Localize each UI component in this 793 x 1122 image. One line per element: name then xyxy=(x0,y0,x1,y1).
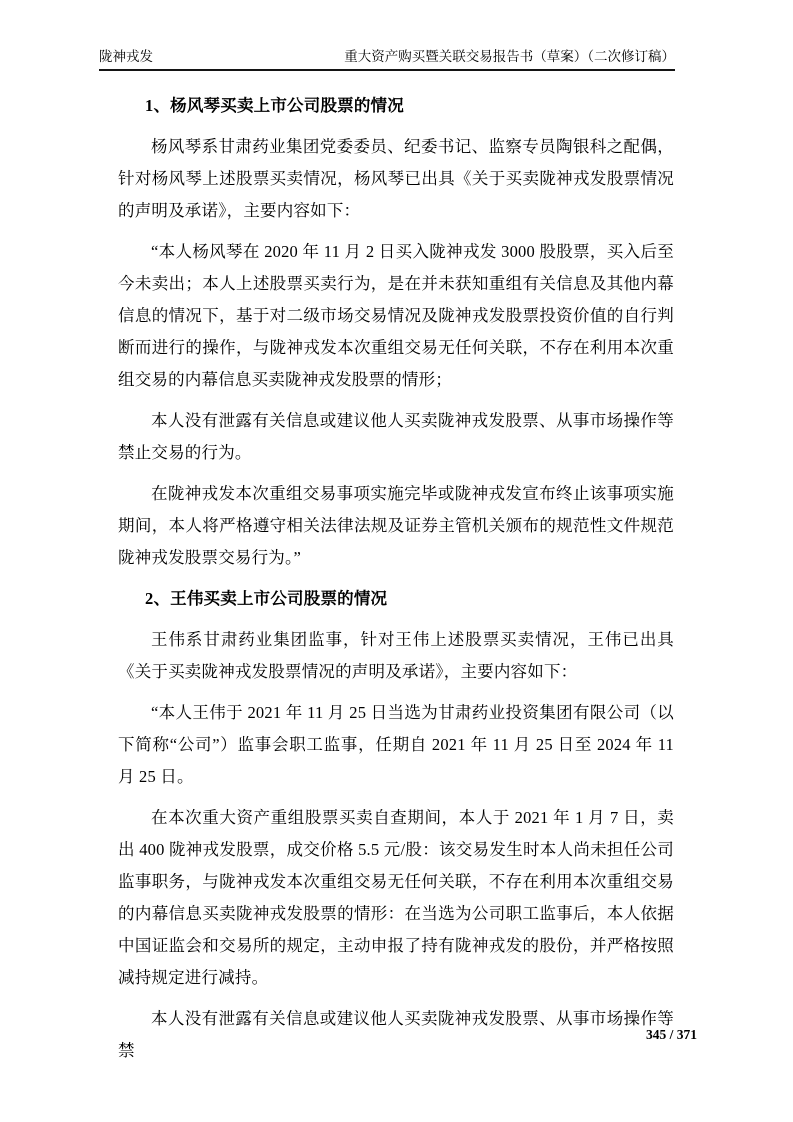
section-2-paragraph-4: 本人没有泄露有关信息或建议他人买卖陇神戎发股票、从事市场操作等禁 xyxy=(118,1009,674,1060)
section-2-paragraph-2: “本人王伟于 2021 年 11 月 25 日当选为甘肃药业投资集团有限公司（以下简称“公司”）监事会职工监事，任期自 2021 年 11 月 25 日至 2024 年 11 月 25 日。 xyxy=(118,703,674,786)
section-2-paragraph-3: 在本次重大资产重组股票买卖自查期间，本人于 2021 年 1 月 7 日，卖出 400 陇神戎发股票，成交价格 5.5 元/股：该交易发生时本人尚未担任公司监事职务，与陇神戎发本次重组交易无任何关联，不存在利用本次重组交易的内幕信息买卖陇神戎发股票的情形：在当选为公司职工监事后，本人依据中国证监会和交易所的规定，主动申报了持有陇神戎发的股份，并严格按照减持规定进行减持。 xyxy=(118,808,674,987)
section-2-heading: 2、王伟买卖上市公司股票的情况 xyxy=(145,589,388,608)
page-footer xyxy=(646,1026,697,1044)
document-body xyxy=(118,90,674,1076)
section-1-paragraph-4: 在陇神戎发本次重组交易事项实施完毕或陇神戎发宣布终止该事项实施期间，本人将严格遵守相关法律法规及证券主管机关颁布的规范性文件规范陇神戎发股票交易行为。” xyxy=(118,484,674,567)
section-1-paragraph-3: 本人没有泄露有关信息或建议他人买卖陇神戎发股票、从事市场操作等禁止交易的行为。 xyxy=(118,411,674,462)
section-2-paragraph-1: 王伟系甘肃药业集团监事，针对王伟上述股票买卖情况，王伟已出具《关于买卖陇神戎发股票情况的声明及承诺》，主要内容如下： xyxy=(118,630,674,681)
header-company-name: 陇神戎发 xyxy=(99,49,153,64)
page-header xyxy=(99,48,675,71)
page-number: 345 / 371 xyxy=(645,1027,697,1042)
section-1-paragraph-2: “本人杨风琴在 2020 年 11 月 2 日买入陇神戎发 3000 股股票，买入后至今未卖出；本人上述股票买卖行为，是在并未获知重组有关信息及其他内幕信息的情况下，基于对二级市场交易情况及陇神戎发股票投资价值的自行判断而进行的操作，与陇神戎发本次重组交易无任何关联，不存在利用本次重组交易的内幕信息买卖陇神戎发股票的情形； xyxy=(118,242,674,389)
section-1-heading: 1、杨风琴买卖上市公司股票的情况 xyxy=(145,96,404,115)
header-report-title: 重大资产购买暨关联交易报告书（草案）（二次修订稿） xyxy=(344,49,675,64)
section-1-paragraph-1: 杨风琴系甘肃药业集团党委委员、纪委书记、监察专员陶银科之配偶，针对杨风琴上述股票买卖情况，杨风琴已出具《关于买卖陇神戎发股票情况的声明及承诺》，主要内容如下： xyxy=(118,137,674,220)
